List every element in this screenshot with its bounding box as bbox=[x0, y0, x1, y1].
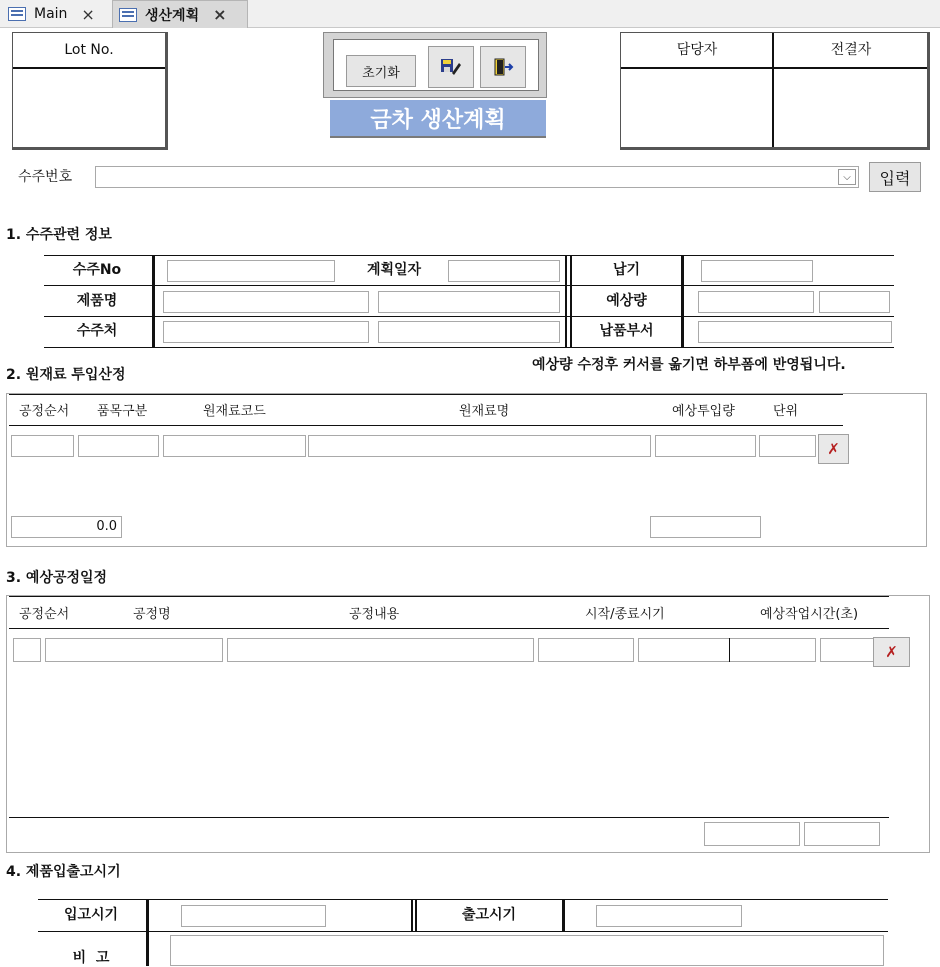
process-order-field[interactable] bbox=[13, 638, 41, 662]
order-info-grid bbox=[44, 255, 894, 348]
in-time-field[interactable] bbox=[181, 905, 326, 927]
total-expected-input-field[interactable] bbox=[650, 516, 761, 538]
in-out-grid bbox=[38, 899, 888, 966]
col-header: 품목구분 bbox=[97, 404, 148, 419]
remarks-field[interactable] bbox=[170, 935, 884, 966]
divider bbox=[13, 67, 165, 69]
col-header: 시작/종료시기 bbox=[585, 607, 665, 622]
expected-qty-field[interactable] bbox=[698, 291, 814, 313]
product-name-field[interactable] bbox=[163, 291, 369, 313]
customer-label: 수주처 bbox=[76, 323, 118, 339]
button-panel bbox=[323, 32, 547, 98]
order-number-combo[interactable] bbox=[95, 166, 859, 188]
total-work-time-field[interactable] bbox=[804, 822, 880, 846]
order-no-label: 수주No bbox=[72, 262, 122, 278]
chevron-down-icon[interactable]: ⌵ bbox=[838, 169, 856, 185]
section1-title: 1. 수주관련 정보 bbox=[6, 227, 112, 243]
due-date-label: 납기 bbox=[612, 262, 641, 278]
col-header: 예상투입량 bbox=[672, 404, 735, 419]
delete-record-icon: ✗ bbox=[827, 440, 840, 458]
section2-title: 2. 원재료 투입산정 bbox=[6, 367, 126, 383]
unit-field[interactable] bbox=[759, 435, 816, 457]
out-time-label: 출고시기 bbox=[461, 907, 517, 923]
raw-material-subform bbox=[6, 393, 927, 547]
tab-production-plan-label: 생산계획 bbox=[145, 7, 200, 24]
due-date-field[interactable] bbox=[701, 260, 813, 282]
expected-qty-note: 예상량 수정후 커서를 옮기면 하부폼에 반영됩니다. bbox=[532, 357, 846, 373]
divider bbox=[772, 33, 774, 147]
enter-button[interactable]: 입력 bbox=[869, 162, 921, 192]
product-name-label: 제품명 bbox=[76, 293, 118, 309]
reset-button[interactable]: 초기화 bbox=[346, 55, 416, 87]
delete-record-button[interactable] bbox=[873, 637, 910, 667]
delete-record-button[interactable] bbox=[818, 434, 849, 464]
lot-box bbox=[12, 32, 168, 150]
tab-main[interactable] bbox=[2, 0, 101, 28]
customer-field-2[interactable] bbox=[378, 321, 560, 343]
col-header: 공정명 bbox=[133, 607, 171, 622]
process-order-field[interactable] bbox=[11, 435, 74, 457]
end-time-field[interactable] bbox=[638, 638, 816, 662]
section3-title: 3. 예상공정일정 bbox=[6, 570, 108, 586]
expected-work-time-field[interactable] bbox=[820, 638, 874, 662]
expected-input-field[interactable] bbox=[655, 435, 756, 457]
page-title: 금차 생산계획 bbox=[330, 100, 546, 138]
col-header: 원재료명 bbox=[459, 404, 510, 419]
close-icon[interactable]: × bbox=[81, 4, 95, 24]
col-header: 원재료코드 bbox=[203, 404, 266, 419]
expected-qty-label: 예상량 bbox=[606, 293, 647, 309]
col-header: 공정순서 bbox=[19, 607, 70, 622]
tab-bar bbox=[0, 0, 940, 28]
approver-label: 담당자 bbox=[676, 42, 718, 58]
form-icon bbox=[119, 8, 137, 22]
save-button[interactable] bbox=[428, 46, 474, 88]
delete-record-icon: ✗ bbox=[885, 643, 898, 661]
tab-main-label: Main bbox=[34, 6, 68, 22]
col-header: 예상작업시간(초) bbox=[760, 607, 859, 622]
total-time-field[interactable] bbox=[704, 822, 800, 846]
final-approver-label: 전결자 bbox=[830, 42, 872, 58]
customer-field[interactable] bbox=[163, 321, 369, 343]
delivery-dept-field[interactable] bbox=[698, 321, 892, 343]
material-code-field[interactable] bbox=[163, 435, 306, 457]
save-edit-icon bbox=[440, 57, 462, 77]
start-time-field[interactable] bbox=[538, 638, 634, 662]
lot-label: Lot No. bbox=[64, 42, 114, 58]
section4-title: 4. 제품입출고시기 bbox=[6, 864, 121, 880]
material-name-field[interactable] bbox=[308, 435, 651, 457]
col-header: 단위 bbox=[773, 404, 799, 419]
delivery-dept-label: 납품부서 bbox=[599, 323, 654, 339]
item-type-field[interactable] bbox=[78, 435, 159, 457]
col-header: 공정순서 bbox=[19, 404, 70, 419]
col-header: 공정내용 bbox=[349, 607, 400, 622]
process-name-field[interactable] bbox=[45, 638, 223, 662]
process-schedule-subform bbox=[6, 595, 930, 853]
order-number-label: 수주번호 bbox=[18, 169, 73, 185]
remarks-label: 비 고 bbox=[72, 950, 110, 966]
in-time-label: 입고시기 bbox=[63, 907, 119, 923]
out-time-field[interactable] bbox=[596, 905, 742, 927]
divider bbox=[621, 67, 927, 69]
process-content-field[interactable] bbox=[227, 638, 534, 662]
order-no-field[interactable] bbox=[167, 260, 335, 282]
approval-box bbox=[620, 32, 930, 150]
plan-date-field[interactable] bbox=[448, 260, 560, 282]
close-icon[interactable]: × bbox=[213, 5, 227, 24]
lot-number-field[interactable] bbox=[15, 71, 161, 143]
form-icon bbox=[8, 7, 26, 21]
total-field[interactable]: 0.0 bbox=[11, 516, 122, 538]
tab-production-plan[interactable] bbox=[112, 0, 248, 28]
exit-door-icon bbox=[492, 57, 514, 77]
plan-date-label: 계획일자 bbox=[366, 262, 422, 278]
exit-button[interactable] bbox=[480, 46, 526, 88]
expected-unit-field[interactable] bbox=[819, 291, 890, 313]
product-name-field-2[interactable] bbox=[378, 291, 560, 313]
